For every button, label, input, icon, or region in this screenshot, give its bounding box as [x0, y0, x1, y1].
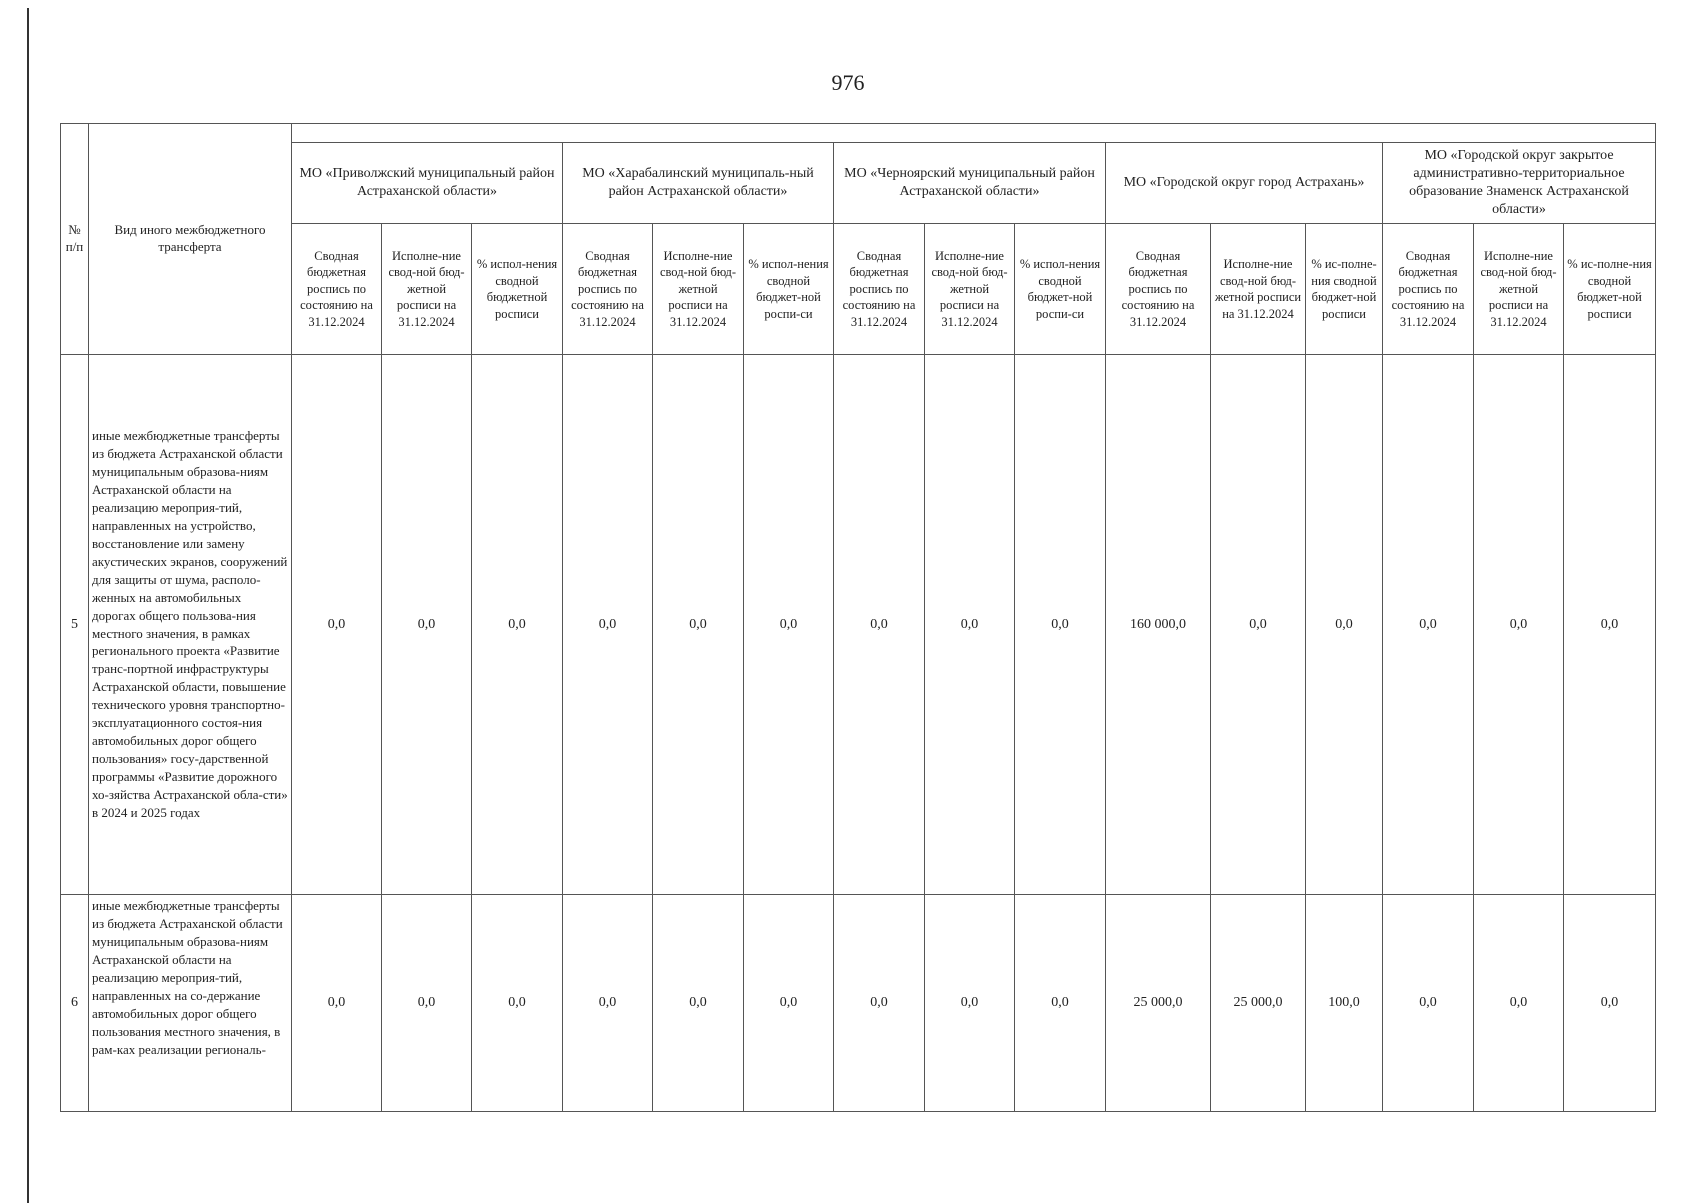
header-blank-band	[292, 124, 1656, 143]
value-cell: 0,0	[744, 355, 834, 895]
subheader-execution: Исполне-ние свод-ной бюд-жетной росписи на 31.12.2024	[653, 224, 744, 355]
col-header-transfer-type: Вид иного межбюджетного трансферта	[89, 124, 292, 355]
value-cell: 0,0	[472, 355, 563, 895]
value-cell: 0,0	[744, 895, 834, 1112]
value-cell: 160 000,0	[1106, 355, 1211, 895]
header-top-row	[61, 124, 1656, 143]
subheader-execution: Исполне-ние свод-ной бюд-жетной росписи на 31.12.2024	[1474, 224, 1564, 355]
row-number: 5	[61, 355, 89, 895]
value-cell: 25 000,0	[1211, 895, 1306, 1112]
col-header-number: № п/п	[61, 124, 89, 355]
value-cell: 0,0	[925, 895, 1015, 1112]
value-cell: 0,0	[563, 355, 653, 895]
value-cell: 0,0	[653, 355, 744, 895]
group-header-kharabalinsky: МО «Харабалинский муниципаль-ный район Астраханской области»	[563, 143, 834, 224]
value-cell: 0,0	[1383, 895, 1474, 1112]
value-cell: 0,0	[472, 895, 563, 1112]
page-number: 976	[831, 70, 865, 95]
value-cell: 25 000,0	[1106, 895, 1211, 1112]
group-header-astrakhan-city: МО «Городской округ город Астрахань»	[1106, 143, 1383, 224]
subheader-percent: % испол-нения сводной бюджетной росписи	[472, 224, 563, 355]
group-header-privolzhsky: МО «Приволжский муниципальный район Астраханской области»	[292, 143, 563, 224]
subheader-percent: % ис-полне-ния сводной бюджет-ной росписи	[1306, 224, 1383, 355]
subheader-percent: % ис-полне-ния сводной бюджет-ной росписи	[1564, 224, 1656, 355]
value-cell: 0,0	[1564, 895, 1656, 1112]
group-header-chernoyarsky: МО «Черноярский муниципальный район Астраханской области»	[834, 143, 1106, 224]
value-cell: 0,0	[1564, 355, 1656, 895]
value-cell: 100,0	[1306, 895, 1383, 1112]
transfers-table	[60, 123, 1656, 1112]
value-cell: 0,0	[1306, 355, 1383, 895]
value-cell: 0,0	[1015, 895, 1106, 1112]
binding-margin-line	[27, 8, 29, 1203]
value-cell: 0,0	[1474, 895, 1564, 1112]
header-sub-row	[61, 224, 1656, 355]
value-cell: 0,0	[563, 895, 653, 1112]
subheader-percent: % испол-нения сводной бюджет-ной роспи-си	[1015, 224, 1106, 355]
subheader-budget-plan: Сводная бюджетная роспись по состоянию на 31.12.2024	[292, 224, 382, 355]
group-header-znamensk: МО «Городской округ закрытое административно-территориальное образование Знаменск Астраханской области»	[1383, 143, 1656, 224]
subheader-execution: Исполне-ние свод-ной бюд-жетной росписи на 31.12.2024	[382, 224, 472, 355]
transfer-description-cell	[89, 895, 292, 1112]
subheader-execution: Исполне-ние свод-ной бюд-жетной росписи на 31.12.2024	[1211, 224, 1306, 355]
table-row	[61, 355, 1656, 895]
value-cell: 0,0	[834, 355, 925, 895]
row-number: 6	[61, 895, 89, 1112]
value-cell: 0,0	[1015, 355, 1106, 895]
transfer-description: иные межбюджетные трансферты из бюджета Астраханской области муниципальным образова-ниям Астраханской области на реализацию мероприя-тий, направленных на устройство, восстановление или замену акустических экранов, сооружений для защиты от шума, располо-женных на автомобильных дорогах общего пользова-ния местного значения, в рамках регионального проекта «Развитие транс-портной инфраструктуры Астраханской области, повышение технического уровня транспортно-эксплуатационного состоя-ния автомобильных дорог общего пользования» госу-дарственной программы «Развитие дорожного хо-зяйства Астраханской обла-сти» в 2024 и 2025 годах	[89, 355, 292, 895]
value-cell: 0,0	[834, 895, 925, 1112]
value-cell: 0,0	[1474, 355, 1564, 895]
value-cell: 0,0	[653, 895, 744, 1112]
subheader-budget-plan: Сводная бюджетная роспись по состоянию на 31.12.2024	[1106, 224, 1211, 355]
value-cell: 0,0	[1211, 355, 1306, 895]
table-row	[61, 895, 1656, 1112]
value-cell: 0,0	[382, 355, 472, 895]
value-cell: 0,0	[292, 895, 382, 1112]
subheader-budget-plan: Сводная бюджетная роспись по состоянию на 31.12.2024	[834, 224, 925, 355]
subheader-percent: % испол-нения сводной бюджет-ной роспи-си	[744, 224, 834, 355]
subheader-budget-plan: Сводная бюджетная роспись по состоянию на 31.12.2024	[1383, 224, 1474, 355]
value-cell: 0,0	[1383, 355, 1474, 895]
subheader-budget-plan: Сводная бюджетная роспись по состоянию на 31.12.2024	[563, 224, 653, 355]
transfer-description: иные межбюджетные трансферты из бюджета Астраханской области муниципальным образова-ниям Астраханской области на реализацию мероприя-тий, направленных на со-держание автомобильных дорог общего пользования местного значения, в рам-ках реализации региональ-	[92, 898, 283, 1057]
value-cell: 0,0	[292, 355, 382, 895]
subheader-execution: Исполне-ние свод-ной бюд-жетной росписи на 31.12.2024	[925, 224, 1015, 355]
value-cell: 0,0	[382, 895, 472, 1112]
value-cell: 0,0	[925, 355, 1015, 895]
header-group-row	[61, 143, 1656, 224]
